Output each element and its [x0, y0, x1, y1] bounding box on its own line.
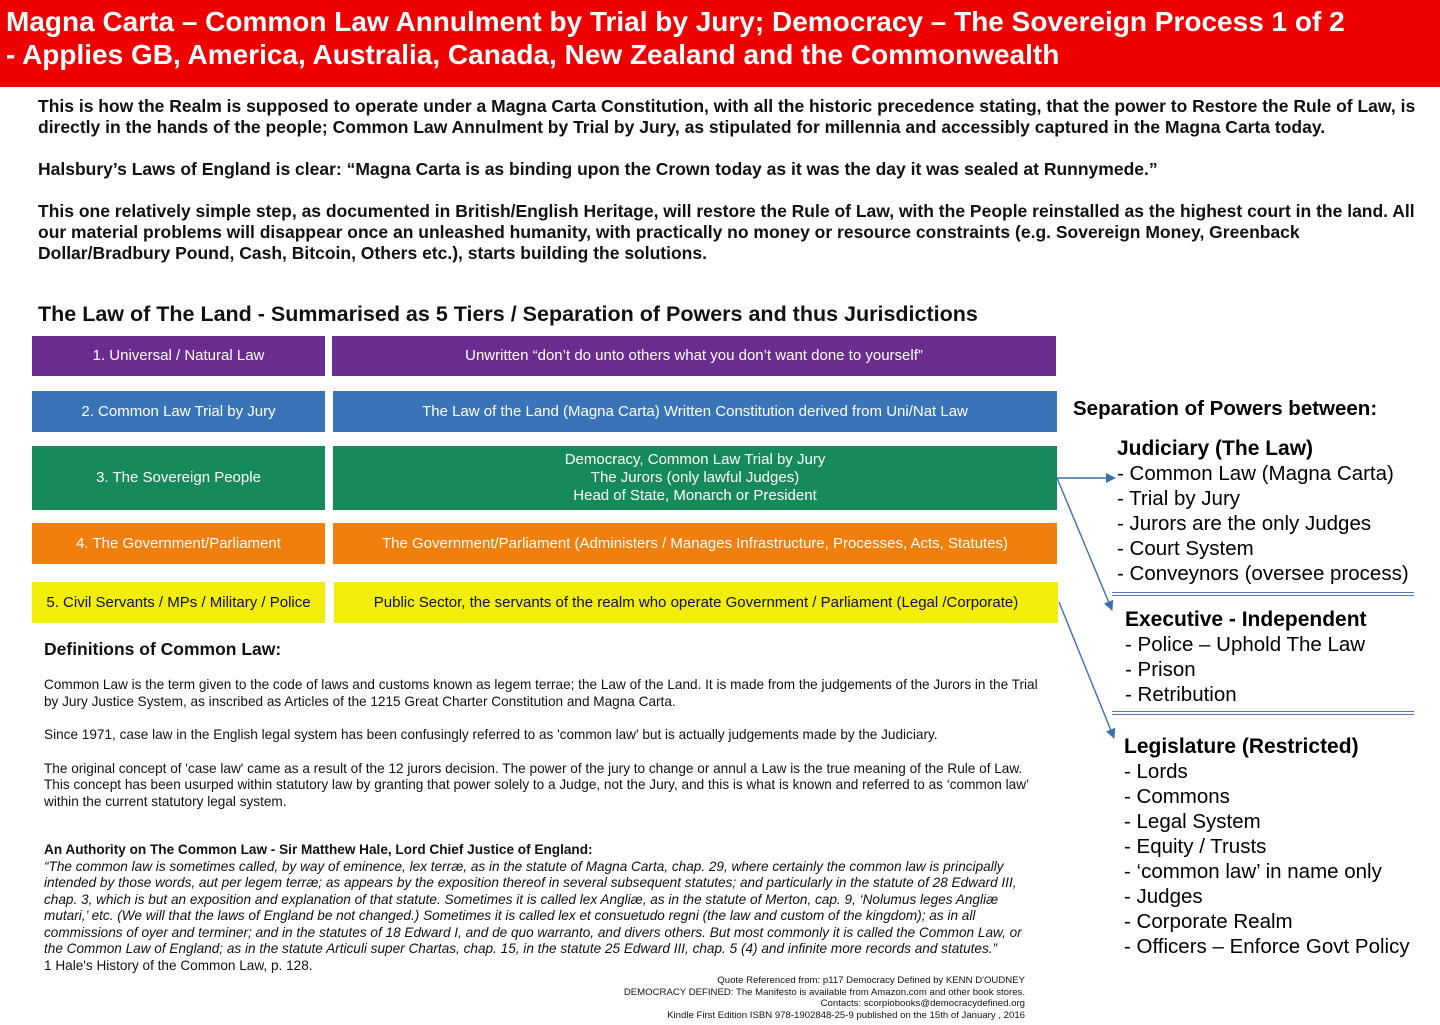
judiciary-branch: [1117, 436, 1409, 586]
judiciary-item: - Common Law (Magna Carta): [1117, 462, 1394, 485]
authority-section: [44, 842, 1044, 974]
legislature-item: - Legal System: [1124, 810, 1261, 833]
tier-label: [32, 523, 325, 564]
arrow-to-executive: [1057, 478, 1112, 610]
tier-description-line: Head of State, Monarch or President: [573, 487, 817, 504]
intro-paragraph: This one relatively simple step, as documented in British/English Heritage, will restore the Rule of Law, with the People reinstalled as the highest court in the land. All our material problems will disappear once an unleashed humanity, with practically no money or resource constraints (e.g. Sovereign Money, Greenback Dollar/Bradbury Pound, Cash, Bitcoin, Others etc.), starts building the solutions.: [38, 201, 1415, 263]
reference-line: DEMOCRACY DEFINED: The Manifesto is available from Amazon.com and other book stores.: [623, 986, 1025, 998]
divider: [1112, 711, 1414, 715]
definitions-body: [44, 677, 1044, 827]
judiciary-heading: Judiciary (The Law): [1117, 437, 1314, 460]
title-banner: [0, 0, 1440, 87]
definition-paragraph: Common Law is the term given to the code of laws and customs known as legem terrae; the Law of the Land. It is made from the judgements of the Jurors in the Trial by Jury Justice System, as inscribed as Articles of the 1215 Great Charter Constitution and Magna Carta.: [44, 677, 1038, 709]
legislature-item: - Corporate Realm: [1124, 910, 1293, 933]
legislature-item: - Judges: [1124, 885, 1203, 908]
definition-paragraph: The original concept of 'case law' came as a result of the 12 jurors decision. The power of the jury to change or annul a Law is the true meaning of the Rule of Law. This concept has been usurped within statutory law by granting that power solely to a Judge, not the Jury, and this is what is known and referred to as ‘common law’ within the current statutory legal system.: [44, 760, 1029, 809]
tier-description-text: Unwritten “don’t do unto others what you don’t want done to yourself”: [465, 347, 923, 364]
hale-footnote: 1 Hale's History of the Common Law, p. 128.: [44, 957, 313, 973]
legislature-item: - ‘common law’ in name only: [1124, 860, 1382, 883]
definitions-heading: Definitions of Common Law:: [44, 639, 282, 659]
divider: [1112, 592, 1414, 596]
tier-description-line: Democracy, Common Law Trial by Jury: [564, 451, 826, 468]
tiers-heading: The Law of The Land - Summarised as 5 Tiers / Separation of Powers and thus Jurisdictions: [38, 302, 978, 326]
tier-label: [32, 582, 325, 623]
judiciary-item: - Trial by Jury: [1117, 487, 1241, 510]
tier-description: [334, 582, 1058, 623]
tier-description: [332, 336, 1056, 376]
tier-label: [32, 336, 325, 376]
executive-item: - Police – Uphold The Law: [1125, 633, 1366, 656]
reference-line: Contacts: scorpiobooks@democracydefined.org: [820, 998, 1025, 1010]
reference-line: Quote Referenced from: p117 Democracy Defined by KENN D'OUDNEY: [717, 975, 1025, 986]
executive-branch: [1125, 607, 1367, 707]
legislature-heading: Legislature (Restricted): [1124, 735, 1359, 758]
intro-section: [38, 96, 1428, 285]
intro-paragraph: This is how the Realm is supposed to operate under a Magna Carta Constitution, with all the historic precedence stating, that the power to Restore the Rule of Law, is directly in the hands of the people; Common Law Annulment by Trial by Jury, as stipulated for millennia and accessibly captured in the Magna Carta today.: [38, 96, 1416, 137]
halsbury-quote: Halsbury’s Laws of England is clear: “Magna Carta is as binding upon the Crown today as it was the day it was sealed at Runnymede.”: [38, 159, 1158, 179]
separation-title: Separation of Powers between:: [1073, 397, 1378, 420]
tier-description-text: Public Sector, the servants of the realm who operate Government / Parliament (Legal /Corporate): [373, 593, 1019, 611]
tier-label-text: 1. Universal / Natural Law: [92, 347, 265, 364]
tier-label-text: 4. The Government/Parliament: [76, 534, 281, 552]
legislature-item: - Lords: [1124, 760, 1188, 783]
tier-description-text: The Government/Parliament (Administers / Manages Infrastructure, Processes, Acts, Statutes): [381, 534, 1009, 552]
banner-title-line-1: Magna Carta – Common Law Annulment by Trial by Jury; Democracy – The Sovereign Process 1 of 2: [6, 6, 1345, 37]
tier-description-line: The Jurors (only lawful Judges): [590, 469, 800, 486]
reference-line: Kindle First Edition ISBN 978-1902848-25-9 published on the 15th of January , 2016: [667, 1010, 1025, 1022]
executive-item: - Prison: [1125, 658, 1196, 681]
judiciary-item: - Conveynors (oversee process): [1117, 562, 1409, 585]
executive-heading: Executive - Independent: [1125, 608, 1367, 631]
hale-quote: “The common law is sometimes called, by way of eminence, lex terræ, as in the statute of Magna Carta, chap. 29, where certainly the common law is principally intended by those words, aut per legem terræ; as appears by the exposition thereof in several subsequent statutes; and particularly in the statute of 28 Edward III, chap. 3, which is but an exposition and explanation of that statute. Sometimes it is called lex Angliæ, as in the statute of Merton, cap. 9, ‘Nolumus leges Angliæ mutari,’ etc. (We will that the laws of England be not changed.) Sometimes it is called lex et consuetudo regni (the law and custom of the kingdom); as in all commissions of oyer and terminer; and in the statutes of 18 Edward I, and de quo warranto, and divers others. But most commonly it is called the Common Law, or the Common Law of England; as in the statute Articuli super Chartas, chap. 15, in the statute 25 Edward III, chap. 5 (4) and infinite more records and statutes.”: [44, 858, 1022, 956]
legislature-branch: [1124, 734, 1410, 959]
tier-description-text: The Law of the Land (Magna Carta) Written Constitution derived from Uni/Nat Law: [422, 402, 968, 420]
tier-description: [333, 523, 1057, 564]
executive-item: - Retribution: [1125, 683, 1237, 706]
tier-label-text: 5. Civil Servants / MPs / Military / Police: [46, 593, 311, 611]
legislature-item: - Officers – Enforce Govt Policy: [1124, 935, 1410, 958]
judiciary-item: - Jurors are the only Judges: [1117, 512, 1372, 535]
tier-label-text: 2. Common Law Trial by Jury: [81, 402, 276, 420]
definition-paragraph: Since 1971, case law in the English legal system has been confusingly referred to as 'common law' but is actually judgements made by the Judiciary.: [44, 727, 938, 742]
tier-description: [333, 446, 1057, 510]
judiciary-item: - Court System: [1117, 537, 1254, 560]
authority-title: An Authority on The Common Law - Sir Matthew Hale, Lord Chief Justice of England:: [44, 842, 593, 857]
tier-label: [32, 446, 325, 510]
tier-label-text: 3. The Sovereign People: [96, 469, 261, 486]
legislature-item: - Equity / Trusts: [1124, 835, 1267, 858]
tier-label: [32, 391, 325, 432]
references: [520, 975, 1025, 1022]
tier-description: [333, 391, 1057, 432]
legislature-item: - Commons: [1124, 785, 1230, 808]
arrow-to-legislature: [1059, 602, 1114, 738]
banner-title-line-2: - Applies GB, America, Australia, Canada, New Zealand and the Commonwealth: [6, 39, 1060, 70]
